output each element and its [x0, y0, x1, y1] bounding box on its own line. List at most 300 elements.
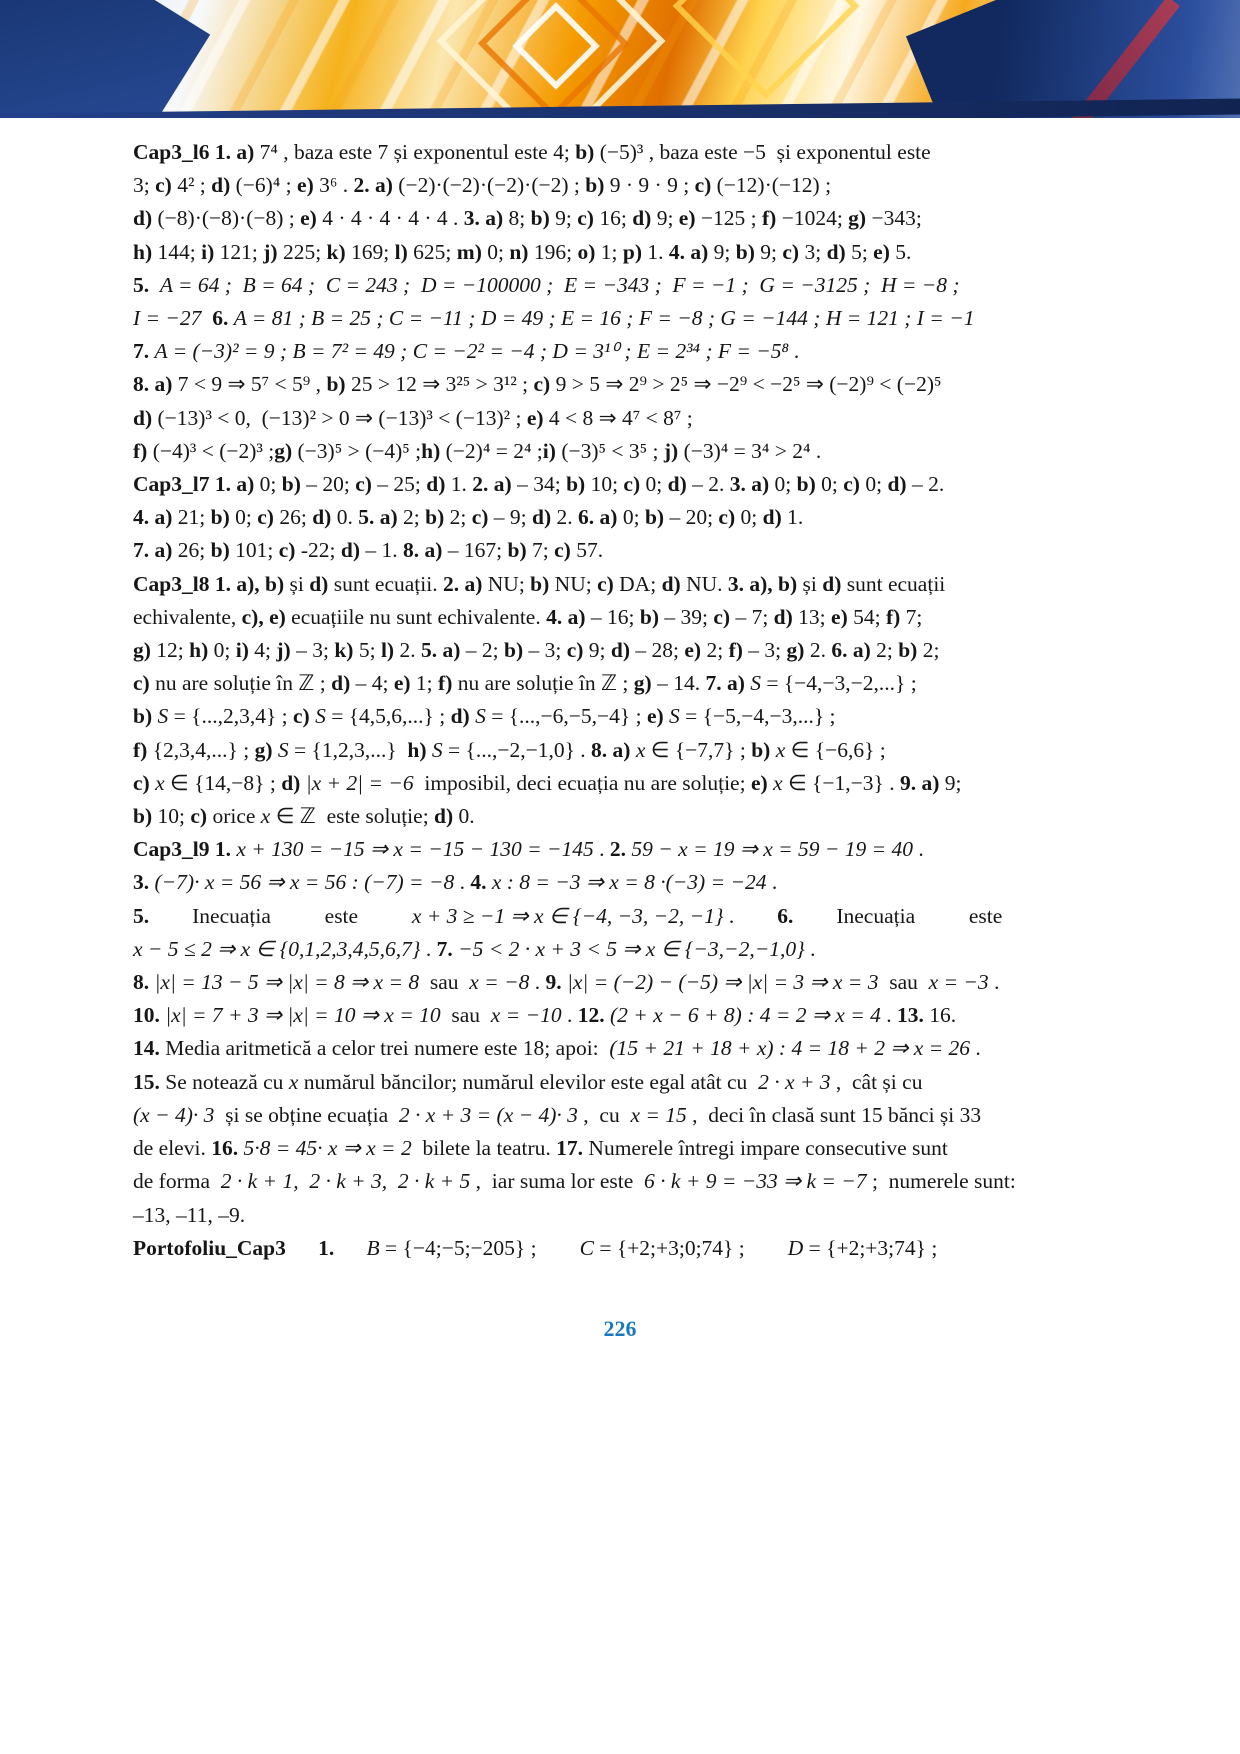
text-segment: (2 + x − 6 + 8) : 4 = 2 ⇒ x = 4 — [609, 1003, 881, 1028]
text-segment: 4² ; — [177, 173, 212, 198]
text-segment: . — [593, 837, 610, 862]
text-segment: 196; — [533, 239, 578, 264]
text-segment: 8. — [133, 970, 155, 995]
text-segment: 7; — [905, 604, 923, 629]
text-segment: j) — [276, 638, 297, 663]
text-line — [133, 202, 1115, 235]
text-segment: x — [635, 737, 646, 762]
text-line — [133, 534, 1115, 567]
text-segment: e) — [750, 770, 774, 795]
text-segment: d) — [450, 704, 476, 729]
text-segment: d) — [309, 571, 334, 596]
text-segment: sau — [440, 1003, 491, 1028]
text-segment: (−7)· x = 56 ⇒ x = 56 : (−7) = −8 — [154, 870, 455, 895]
text-segment: 625; — [413, 239, 457, 264]
text-segment: 5; — [358, 638, 381, 663]
text-segment: sunt ecuații — [846, 571, 946, 596]
text-segment: |x| = 13 − 5 ⇒ |x| = 8 ⇒ x = 8 — [154, 970, 420, 995]
text-segment: b) — [639, 604, 665, 629]
text-line — [133, 1199, 1115, 1232]
text-segment: n) — [509, 239, 534, 264]
text-segment: i) — [235, 638, 255, 663]
text-segment: 8. a) — [133, 372, 178, 397]
text-line — [133, 236, 1115, 269]
text-segment: ∈ {−7,7} ; — [645, 737, 752, 762]
text-segment: 9; — [760, 239, 783, 264]
text-segment: 0; — [740, 505, 763, 530]
text-segment: 9; — [588, 638, 611, 663]
text-segment: c) — [257, 505, 280, 530]
text-segment: – 4; — [355, 671, 394, 696]
text-segment: x = −8 — [469, 970, 530, 995]
text-segment: (−3)⁵ > (−4)⁵ ; — [297, 438, 422, 463]
text-segment: 5. — [133, 903, 150, 928]
text-segment: x + 130 = −15 ⇒ x = −15 − 130 = −145 — [236, 837, 594, 862]
text-line — [133, 501, 1115, 534]
text-segment: Numerele întregi impare consecutive sunt — [588, 1136, 948, 1161]
text-segment: f) — [885, 604, 906, 629]
text-segment: d) — [331, 671, 356, 696]
text-segment: x = −3 — [928, 970, 989, 995]
text-segment: 0; — [259, 472, 282, 497]
text-segment: 2; — [449, 505, 472, 530]
text-line — [133, 700, 1115, 733]
text-line — [133, 667, 1115, 700]
text-segment: ecuațiile nu sunt echivalente. — [291, 604, 547, 629]
text-line — [133, 269, 1115, 302]
text-segment: – 34; — [517, 472, 567, 497]
text-segment: 4. a) — [546, 604, 591, 629]
text-segment: 16; — [599, 206, 633, 231]
text-segment: 0; — [774, 472, 797, 497]
text-segment: d) — [133, 405, 158, 430]
text-segment: orice — [212, 804, 261, 829]
text-segment: echivalente, — [133, 604, 242, 629]
text-segment: 5; — [851, 239, 874, 264]
text-segment: 2. a) — [472, 472, 518, 497]
text-segment: 1; — [600, 239, 623, 264]
text-segment: −343; — [871, 206, 922, 231]
text-segment: = {−4,−3,−2,...} ; — [760, 671, 917, 696]
text-segment: , deci în clasă sunt 15 bănci și 33 — [686, 1102, 982, 1127]
text-segment: 4 < 8 ⇒ 4⁷ < 8⁷ ; — [548, 405, 693, 430]
text-segment: x = 15 — [630, 1102, 687, 1127]
text-segment: d) — [610, 638, 636, 663]
text-segment: c) — [133, 671, 156, 696]
text-segment: 6. — [212, 306, 234, 331]
text-segment: 54; — [853, 604, 886, 629]
text-segment: c) — [133, 770, 156, 795]
text-segment: 0; — [213, 638, 236, 663]
text-line — [133, 999, 1115, 1032]
text-segment: c) — [623, 472, 646, 497]
text-segment: o) — [577, 239, 601, 264]
text-segment: d) — [822, 571, 847, 596]
text-segment: 0; — [487, 239, 510, 264]
text-segment: b) — [133, 804, 158, 829]
text-segment: sau — [419, 970, 470, 995]
text-segment: NU. — [686, 571, 728, 596]
text-segment: , iar suma lor este — [470, 1169, 645, 1194]
text-segment: j) — [663, 438, 684, 463]
text-segment: d) — [133, 206, 158, 231]
text-line — [133, 1032, 1115, 1065]
text-segment: 1. — [787, 505, 804, 530]
header-artwork — [0, 0, 1240, 118]
text-segment: . — [880, 1003, 897, 1028]
text-line — [133, 833, 1115, 866]
text-segment: = {−5,−4,−3,...} ; — [679, 704, 836, 729]
text-segment: I = −27 — [133, 306, 213, 331]
text-segment: 17. — [556, 1136, 589, 1161]
text-segment: x − 5 ≤ 2 ⇒ x ∈ {0,1,2,3,4,5,6,7} — [133, 936, 421, 961]
text-segment: S — [669, 704, 680, 729]
text-segment: g) — [274, 438, 298, 463]
text-segment: 3. a), b) — [727, 571, 803, 596]
text-segment: = {+2;+3;0;74} ; — [593, 1235, 788, 1260]
text-segment: c) — [471, 505, 494, 530]
text-segment: (−13)³ < 0, (−13)² > 0 ⇒ (−13)³ < (−13)² ; — [157, 405, 527, 430]
text-segment: b) — [796, 472, 822, 497]
text-segment: 225; — [282, 239, 327, 264]
text-segment: = {4,5,6,...} ; — [325, 704, 451, 729]
text-segment: sau — [878, 970, 929, 995]
text-segment: 12. — [577, 1003, 610, 1028]
text-segment: – 25; — [377, 472, 427, 497]
text-segment: (−2)·(−2)·(−2)·(−2) ; — [398, 173, 586, 198]
text-segment: (−3)⁵ < 3⁵ ; — [561, 438, 664, 463]
text-segment: b) — [735, 239, 761, 264]
text-segment: numărul băncilor; numărul elevilor este egal atât cu — [298, 1069, 759, 1094]
text-segment: – 39; — [664, 604, 714, 629]
text-segment: 12; — [156, 638, 190, 663]
text-segment: d) — [762, 505, 788, 530]
text-segment: 169; — [351, 239, 395, 264]
text-segment: – 20; — [306, 472, 356, 497]
text-segment: 7; — [532, 538, 555, 563]
text-segment: 7. — [133, 339, 155, 364]
text-segment: . — [454, 870, 471, 895]
text-segment: 0. — [458, 804, 475, 829]
text-segment: b) — [585, 173, 610, 198]
text-segment: x — [775, 737, 786, 762]
text-segment: , cu — [577, 1102, 631, 1127]
text-segment: x — [155, 770, 165, 795]
text-segment: c) — [577, 206, 600, 231]
text-segment: 7. a) — [705, 671, 751, 696]
text-segment: e) — [300, 206, 323, 231]
text-segment: Se notează cu — [165, 1069, 289, 1094]
text-segment: e) — [678, 206, 701, 231]
text-segment: b) — [566, 472, 591, 497]
text-segment: d) — [826, 239, 852, 264]
text-segment: A = (−3)² = 9 ; B = 7² = 49 ; C = −2² = −4 ; D = 3¹⁰ ; E = 2³⁴ ; F = −5⁸ . — [154, 339, 800, 364]
text-segment: 4. — [470, 870, 492, 895]
text-segment: i) — [201, 239, 220, 264]
text-segment: ∈ ℤ este soluție; — [270, 804, 435, 829]
text-line — [133, 169, 1115, 202]
text-segment: 5. a) — [420, 638, 466, 663]
text-segment: . — [804, 936, 816, 961]
text-segment: – 3; — [296, 638, 335, 663]
text-segment: x — [288, 1069, 299, 1094]
text-segment: d) — [426, 472, 451, 497]
text-segment: 7. a) — [133, 538, 178, 563]
text-segment: , cât și cu — [830, 1069, 923, 1094]
text-segment: 2; — [922, 638, 940, 663]
text-segment: și — [802, 571, 823, 596]
text-segment: b) — [425, 505, 450, 530]
text-segment: k) — [334, 638, 359, 663]
text-segment: –13, –11, –9. — [133, 1202, 246, 1227]
text-segment: – 28; — [635, 638, 685, 663]
text-segment: NU; — [554, 571, 598, 596]
text-segment: c) — [554, 538, 577, 563]
text-segment: 15. — [133, 1069, 166, 1094]
text-segment: 10; — [157, 804, 191, 829]
text-segment: Cap3_l9 1. — [133, 837, 237, 862]
text-segment: 16. — [929, 1003, 957, 1028]
text-segment: 7 < 9 ⇒ 5⁷ < 5⁹ , — [177, 372, 327, 397]
text-segment: Cap3_l8 1. a), b) — [133, 571, 290, 596]
text-segment: 6. a) — [578, 505, 623, 530]
text-segment: c) — [155, 173, 178, 198]
text-segment: . — [529, 970, 546, 995]
text-segment: g) — [254, 737, 278, 762]
text-segment: 2; — [876, 638, 899, 663]
text-line — [133, 1099, 1115, 1132]
text-segment: d) — [667, 472, 693, 497]
text-line — [133, 800, 1115, 833]
text-segment: NU; — [487, 571, 531, 596]
text-line — [133, 734, 1115, 767]
text-segment: x — [260, 804, 271, 829]
text-segment: 2. — [609, 837, 632, 862]
text-segment: 1; — [415, 671, 439, 696]
text-segment: 3; — [804, 239, 827, 264]
text-segment: 3. a) — [729, 472, 775, 497]
text-segment: Inecuația este — [793, 903, 1003, 928]
text-segment: 4 · 4 · 4 · 4 · 4 . — [322, 206, 464, 231]
text-segment: c) — [190, 804, 213, 829]
text-segment: de elevi. — [133, 1136, 212, 1161]
text-segment: f) — [438, 671, 458, 696]
text-segment: – 16; — [590, 604, 640, 629]
text-line — [133, 1132, 1115, 1165]
text-segment: 6 · k + 9 = −33 ⇒ k = −7 — [644, 1169, 867, 1194]
text-segment: c) — [355, 472, 378, 497]
text-segment: 4. a) — [133, 505, 178, 530]
text-segment: c) — [694, 173, 717, 198]
text-line — [133, 302, 1115, 335]
text-segment: d) — [773, 604, 799, 629]
text-segment: e) — [297, 173, 320, 198]
text-segment: 2. a) — [353, 173, 399, 198]
text-segment: 5. — [895, 239, 912, 264]
text-segment: {2,3,4,...} ; — [152, 737, 255, 762]
text-segment: (−6)⁴ ; — [235, 173, 298, 198]
text-segment: 10. — [133, 1003, 166, 1028]
text-segment: C — [579, 1235, 594, 1260]
text-line — [133, 634, 1115, 667]
text-segment: ∈ {14,−8} ; — [164, 770, 282, 795]
text-segment: 9. a) — [899, 770, 945, 795]
text-segment: sunt ecuații. — [333, 571, 443, 596]
text-line — [133, 966, 1115, 999]
text-segment: D — [787, 1235, 804, 1260]
text-segment: c), e) — [241, 604, 292, 629]
text-segment: 121; — [219, 239, 264, 264]
text-segment: 101; — [235, 538, 279, 563]
text-segment: 9. — [545, 970, 567, 995]
text-segment: 2. — [399, 638, 421, 663]
text-segment: h) — [407, 737, 432, 762]
text-segment: și se obține ecuația — [214, 1102, 399, 1127]
text-segment: d) — [312, 505, 337, 530]
text-segment: = {...,−2,−1,0} . — [442, 737, 592, 762]
text-segment: S — [315, 704, 326, 729]
text-line — [133, 568, 1115, 601]
text-segment: 9; — [555, 206, 578, 231]
text-line — [133, 900, 1115, 933]
text-segment: . — [561, 1003, 578, 1028]
text-segment: f) — [133, 737, 153, 762]
text-segment: |x| = 7 + 3 ⇒ |x| = 10 ⇒ x = 10 — [165, 1003, 441, 1028]
text-segment: 26; — [177, 538, 211, 563]
document-body — [133, 136, 1115, 1265]
text-segment: −5 < 2 · x + 3 < 5 ⇒ x ∈ {−3,−2,−1,0} — [458, 936, 805, 961]
text-segment: 5. — [133, 272, 160, 297]
text-segment: d) — [887, 472, 912, 497]
text-segment: 26; — [279, 505, 313, 530]
text-segment: – 167; — [447, 538, 508, 563]
text-segment: m) — [456, 239, 488, 264]
text-segment: 9; — [944, 770, 962, 795]
text-segment: b) — [507, 538, 533, 563]
text-segment: nu are soluție în ℤ ; — [457, 671, 634, 696]
text-segment: . — [766, 870, 778, 895]
text-segment: (−4)³ < (−2)³ ; — [152, 438, 275, 463]
text-segment: b) — [210, 538, 236, 563]
text-segment: nu are soluție în ℤ ; — [155, 671, 332, 696]
text-segment: 2 · k + 1, 2 · k + 3, 2 · k + 5 — [220, 1169, 471, 1194]
page-number: 226 — [603, 1316, 637, 1341]
text-segment: c) — [533, 372, 556, 397]
text-segment: . — [988, 970, 1000, 995]
text-segment: l) — [394, 239, 414, 264]
text-segment: 21; — [177, 505, 211, 530]
text-segment: b) — [575, 140, 600, 164]
text-segment: f) — [133, 438, 153, 463]
text-segment: c) — [597, 571, 620, 596]
text-line — [133, 1232, 1115, 1265]
text-segment: . — [913, 837, 924, 862]
text-segment: b) — [326, 372, 351, 397]
text-segment: = {−4;−5;−205} ; — [379, 1235, 580, 1260]
text-segment: b) — [644, 505, 670, 530]
text-segment: – 9; — [493, 505, 533, 530]
text-segment: (15 + 21 + 18 + x) : 4 = 18 + 2 ⇒ x = 26 — [609, 1036, 971, 1061]
text-segment: bilete la teatru. — [411, 1136, 557, 1161]
text-segment: −1024; — [781, 206, 849, 231]
text-segment: 3. — [133, 870, 155, 895]
text-segment: 2; — [403, 505, 426, 530]
text-segment: e) — [646, 704, 670, 729]
text-segment: d) — [661, 571, 687, 596]
text-line — [133, 136, 1115, 169]
text-segment: Inecuația este — [149, 903, 412, 928]
text-segment: 144; — [157, 239, 202, 264]
text-segment: b) — [133, 704, 158, 729]
text-line — [133, 933, 1115, 966]
text-segment: j) — [263, 239, 283, 264]
text-segment: g) — [786, 638, 810, 663]
text-segment: 3; — [133, 173, 156, 198]
text-segment: S — [750, 671, 761, 696]
text-segment: 4; — [254, 638, 277, 663]
text-segment: 1. — [647, 239, 669, 264]
text-segment: 2 · x + 3 — [758, 1069, 831, 1094]
text-segment: . — [723, 903, 778, 928]
text-segment: ∈ {−1,−3} . — [782, 770, 900, 795]
text-segment: = {1,2,3,...} — [288, 737, 408, 762]
text-segment: g) — [633, 671, 658, 696]
text-segment: x = −10 — [490, 1003, 562, 1028]
text-segment: și — [289, 571, 310, 596]
text-segment: l) — [380, 638, 400, 663]
text-segment: ; numerele sunt: — [866, 1169, 1016, 1194]
text-segment: 8; — [508, 206, 531, 231]
text-line — [133, 866, 1115, 899]
text-segment: S — [277, 737, 289, 762]
text-segment: de forma — [133, 1169, 221, 1194]
text-segment: – 3; — [748, 638, 787, 663]
text-segment: h) — [421, 438, 446, 463]
text-segment: – 2. — [692, 472, 730, 497]
text-segment: −125 ; — [700, 206, 762, 231]
text-line — [133, 767, 1115, 800]
text-line — [133, 402, 1115, 435]
text-segment: (−8)·(−8)·(−8) ; — [157, 206, 301, 231]
text-segment: – 2; — [465, 638, 504, 663]
text-segment: A = 64 ; B = 64 ; C = 243 ; D = −100000 ; E = −343 ; F = −1 ; G = −3125 ; H = −8 ; — [159, 272, 960, 297]
text-segment: 1. — [450, 472, 473, 497]
text-segment: imposibil, deci ecuația nu are soluție; — [413, 770, 751, 795]
text-segment: – 2. — [911, 472, 945, 497]
text-segment: 9; — [656, 206, 679, 231]
text-segment: c) — [278, 538, 301, 563]
text-segment: x : 8 = −3 ⇒ x = 8 ·(−3) = −24 — [491, 870, 767, 895]
text-segment: 2. — [556, 505, 579, 530]
text-line — [133, 1066, 1115, 1099]
text-segment: d) — [340, 538, 366, 563]
text-segment: S — [157, 704, 169, 729]
text-segment: i) — [542, 438, 562, 463]
text-segment: b) — [281, 472, 307, 497]
text-line — [133, 435, 1115, 468]
text-segment: = {...,−6,−5,−4} ; — [485, 704, 647, 729]
text-segment: e) — [831, 604, 854, 629]
text-segment: 25 > 12 ⇒ 3²⁵ > 3¹² ; — [350, 372, 534, 397]
text-segment: e) — [873, 239, 896, 264]
text-segment: 9; — [713, 239, 736, 264]
text-segment: 0; — [235, 505, 258, 530]
text-segment: Media aritmetică a celor trei numere este 18; apoi: — [165, 1036, 610, 1061]
text-segment: h) — [189, 638, 214, 663]
text-segment: b) — [503, 638, 529, 663]
text-segment: 10; — [590, 472, 624, 497]
text-segment: 2 · x + 3 = (x − 4)· 3 — [398, 1102, 578, 1127]
